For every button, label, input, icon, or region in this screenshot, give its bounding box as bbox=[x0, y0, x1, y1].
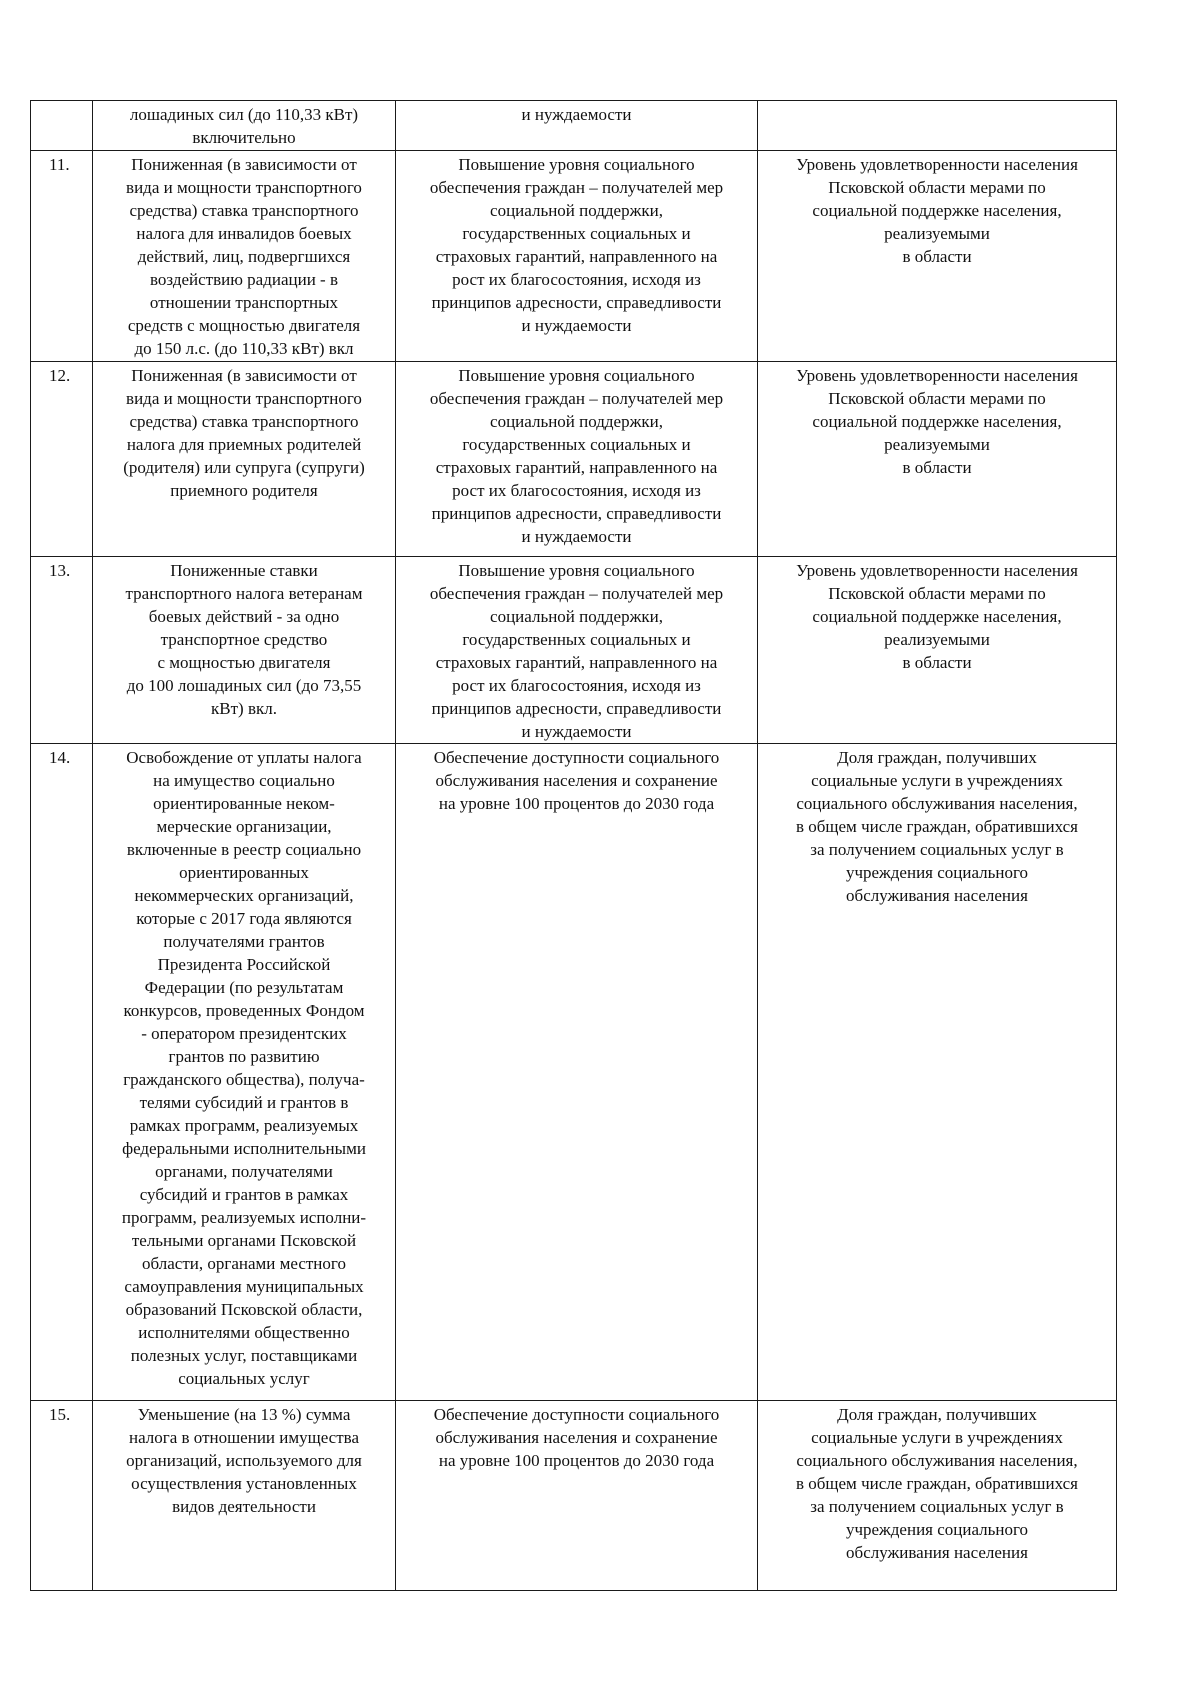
table-row bbox=[31, 557, 1117, 744]
benefit-name: Освобождение от уплаты налога на имущество социально ориентированные неком- мерческие организации, включенные в реестр социально ориентированных некоммерческих организаций, которые с 2017 года являются получателями грантов Президента Российской Федерации (по результатам конкурсов, проведенных Фондом - оператором президентских грантов по развитию гражданского общества), получа- телями субсидий и грантов в рамках программ, реализуемых федеральными исполнительными органами, получателями субсидий и грантов в рамках программ, реализуемых исполни- тельными органами Псковской области, органами местного самоуправления муниципальных образований Псковской области, исполнителями общественно полезных услуг, поставщиками социальных услуг bbox=[93, 744, 396, 1401]
table-row bbox=[31, 101, 1117, 151]
benefit-name: лошадиных сил (до 110,33 кВт) включительно bbox=[93, 101, 396, 151]
tax-benefits-table bbox=[30, 100, 1117, 1591]
row-number bbox=[31, 101, 93, 151]
benefit-indicator: Уровень удовлетворенности населения Псковской области мерами по социальной поддержке населения, реализуемыми в области bbox=[758, 362, 1117, 557]
benefit-indicator: Доля граждан, получивших социальные услуги в учреждениях социального обслуживания населения, в общем числе граждан, обратившихся за получением социальных услуг в учреждения социального обслуживания населения bbox=[758, 744, 1117, 1401]
benefit-indicator: Уровень удовлетворенности населения Псковской области мерами по социальной поддержке населения, реализуемыми в области bbox=[758, 557, 1117, 744]
benefit-goal: Повышение уровня социального обеспечения граждан – получателей мер социальной поддержки, государственных социальных и страховых гарантий, направленного на рост их благосостояния, исходя из принципов адресности, справедливости и нуждаемости bbox=[396, 557, 758, 744]
benefit-name: Уменьшение (на 13 %) сумма налога в отношении имущества организаций, используемого для осуществления установленных видов деятельности bbox=[93, 1401, 396, 1591]
benefit-name: Пониженная (в зависимости от вида и мощности транспортного средства) ставка транспортного налога для приемных родителей (родителя) или супруга (супруги) приемного родителя bbox=[93, 362, 396, 557]
benefit-name: Пониженная (в зависимости от вида и мощности транспортного средства) ставка транспортного налога для инвалидов боевых действий, лиц, подвергшихся воздействию радиации - в отношении транспортных средств с мощностью двигателя до 150 л.с. (до 110,33 кВт) вкл bbox=[93, 151, 396, 362]
benefit-indicator: Уровень удовлетворенности населения Псковской области мерами по социальной поддержке населения, реализуемыми в области bbox=[758, 151, 1117, 362]
row-number: 13. bbox=[31, 557, 93, 744]
table-row bbox=[31, 362, 1117, 557]
row-number: 12. bbox=[31, 362, 93, 557]
benefit-goal: Повышение уровня социального обеспечения граждан – получателей мер социальной поддержки, государственных социальных и страховых гарантий, направленного на рост их благосостояния, исходя из принципов адресности, справедливости и нуждаемости bbox=[396, 362, 758, 557]
table-row bbox=[31, 744, 1117, 1401]
benefit-goal: Повышение уровня социального обеспечения граждан – получателей мер социальной поддержки, государственных социальных и страховых гарантий, направленного на рост их благосостояния, исходя из принципов адресности, справедливости и нуждаемости bbox=[396, 151, 758, 362]
benefit-indicator bbox=[758, 101, 1117, 151]
benefit-goal: Обеспечение доступности социального обслуживания населения и сохранение на уровне 100 процентов до 2030 года bbox=[396, 1401, 758, 1591]
benefit-name: Пониженные ставки транспортного налога ветеранам боевых действий - за одно транспортное средство с мощностью двигателя до 100 лошадиных сил (до 73,55 кВт) вкл. bbox=[93, 557, 396, 744]
table-row bbox=[31, 1401, 1117, 1591]
benefit-goal: Обеспечение доступности социального обслуживания населения и сохранение на уровне 100 процентов до 2030 года bbox=[396, 744, 758, 1401]
benefit-indicator: Доля граждан, получивших социальные услуги в учреждениях социального обслуживания населения, в общем числе граждан, обратившихся за получением социальных услуг в учреждения социального обслуживания населения bbox=[758, 1401, 1117, 1591]
row-number: 11. bbox=[31, 151, 93, 362]
table-row bbox=[31, 151, 1117, 362]
row-number: 14. bbox=[31, 744, 93, 1401]
benefit-goal: и нуждаемости bbox=[396, 101, 758, 151]
row-number: 15. bbox=[31, 1401, 93, 1591]
